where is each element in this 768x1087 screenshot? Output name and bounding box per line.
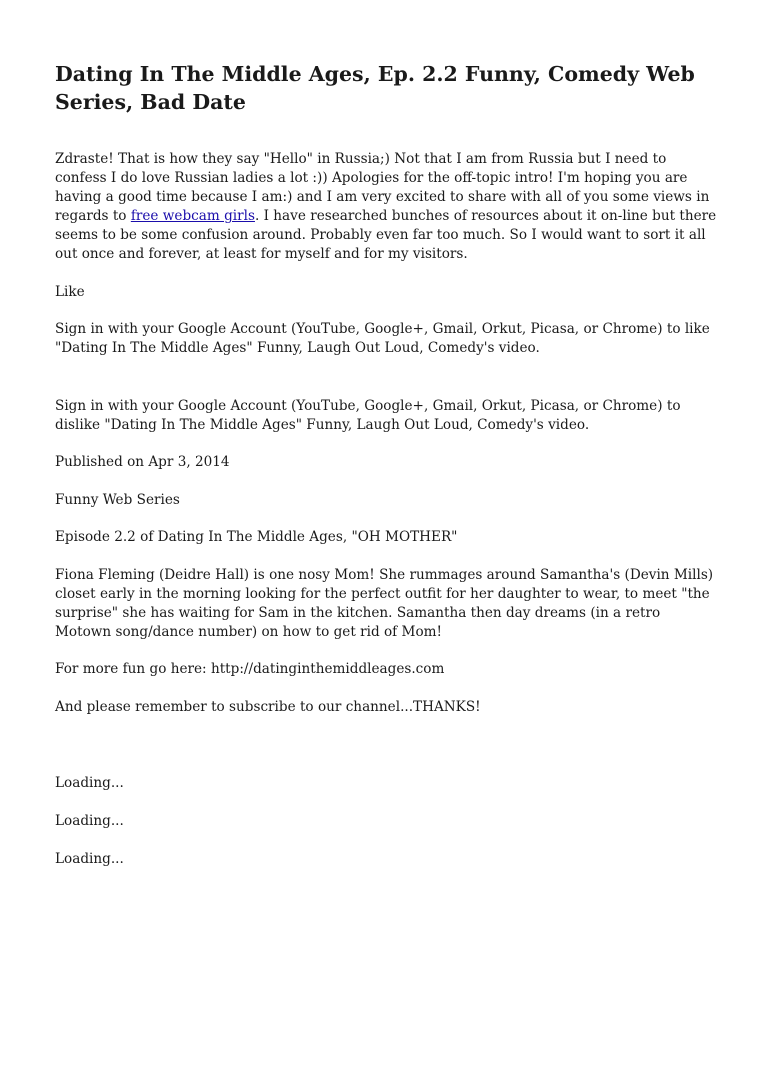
episode-text: Episode 2.2 of Dating In The Middle Ages, "OH MOTHER" <box>55 529 458 545</box>
loading-text: Loading... <box>55 775 124 791</box>
published-date: Published on Apr 3, 2014 <box>55 454 230 470</box>
loading-text: Loading... <box>55 851 124 867</box>
intro-text-after: . I have researched bunches of resources about it on-line but there seems to be some confusion around. Probably even far too much. So I would want to sort it all out once and forever, at least for myself and for my visitors. <box>55 208 717 262</box>
loading-text: Loading... <box>55 813 124 829</box>
more-fun-text: For more fun go here: http://datinginthemiddleages.com <box>55 661 445 677</box>
like-signin-text: Sign in with your Google Account (YouTube, Google+, Gmail, Orkut, Picasa, or Chrome) to like "Dating In The Middle Ages" Funny, Laugh Out Loud, Comedy's video. <box>55 321 710 356</box>
intro-text-before: Zdraste! That is how they say "Hello" in Russia;) Not that I am from Russia but I need to confess I do love Russian ladies a lot :)) Apologies for the off-topic intro! I'm hoping you are having a good time because I am:) and I am very excited to share with all of you some views in regards to <box>55 151 710 224</box>
intro-paragraph <box>55 150 720 264</box>
page-title: Dating In The Middle Ages, Ep. 2.2 Funny, Comedy Web Series, Bad Date <box>55 62 695 114</box>
description-paragraph: Fiona Fleming (Deidre Hall) is one nosy Mom! She rummages around Samantha's (Devin Mills) closet early in the morning looking for the perfect outfit for her daughter to wear, to meet "the surprise" she has waiting for Sam in the kitchen. Samantha then day dreams (in a retro Motown song/dance number) on how to get rid of Mom! <box>55 567 714 640</box>
free-webcam-girls-link[interactable]: free webcam girls <box>130 208 255 224</box>
category-text: Funny Web Series <box>55 492 180 508</box>
like-label: Like <box>55 284 85 300</box>
subscribe-text: And please remember to subscribe to our channel...THANKS! <box>55 699 481 715</box>
dislike-signin-text: Sign in with your Google Account (YouTube, Google+, Gmail, Orkut, Picasa, or Chrome) to dislike "Dating In The Middle Ages" Funny, Laugh Out Loud, Comedy's video. <box>55 398 681 433</box>
